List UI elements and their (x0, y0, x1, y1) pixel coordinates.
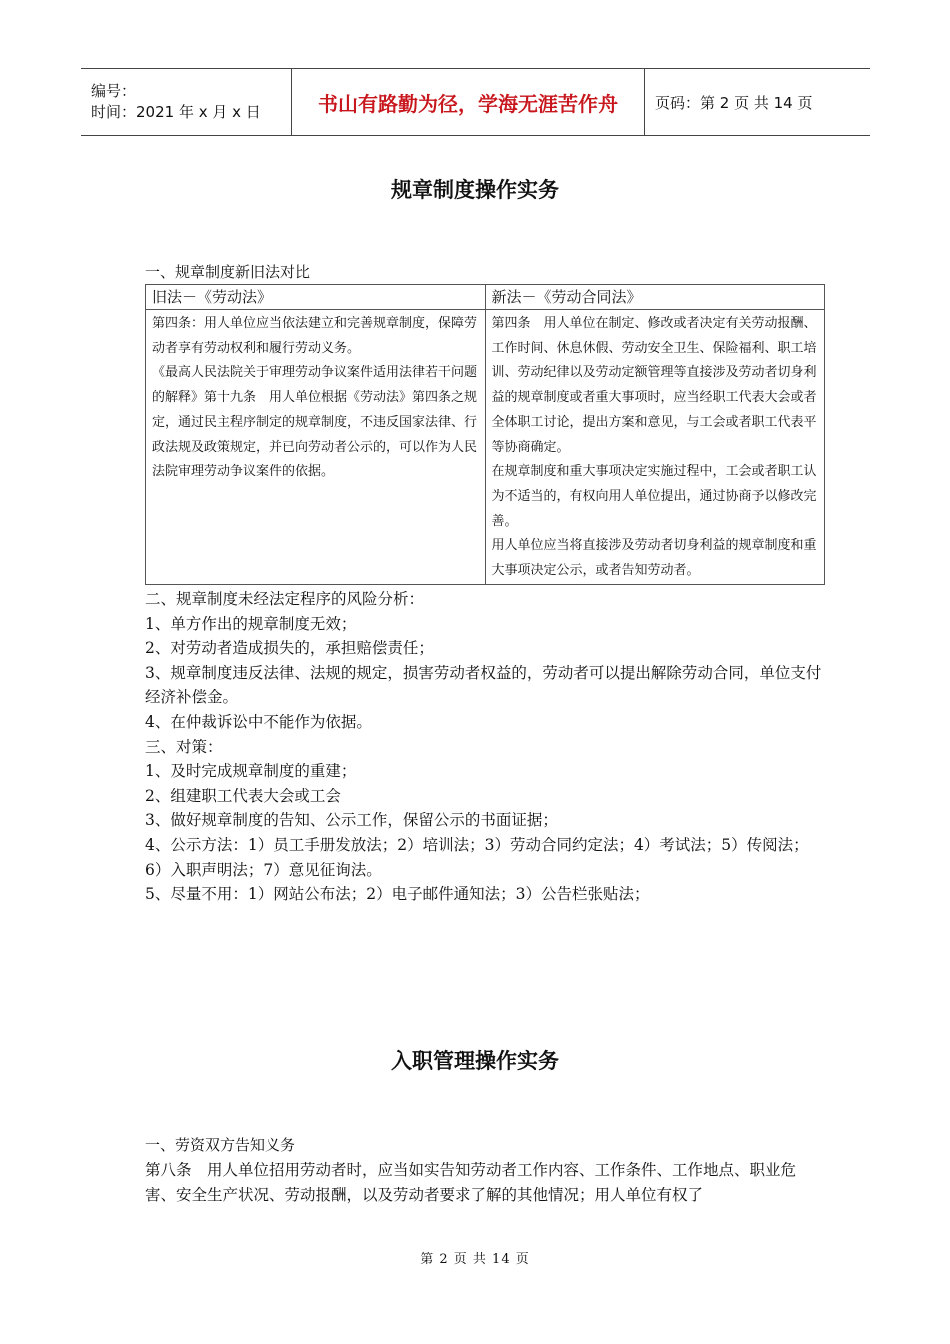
list-item: 2、组建职工代表大会或工会 (145, 786, 341, 805)
header-meta (81, 69, 292, 136)
section2-title: 入职管理操作实务 (391, 1049, 559, 1073)
table-row (146, 310, 825, 585)
old-law-header: 旧法－《劳动法》 (146, 285, 486, 310)
old-law-paragraph: 第四条：用人单位应当依法建立和完善规章制度，保障劳动者享有劳动权利和履行劳动义务。 (152, 316, 478, 356)
list-item: 4、公示方法：1）员工手册发放法；2）培训法；3）劳动合同约定法；4）考试法；5）传阅法；6）入职声明法；7）意见征询法。 (145, 835, 809, 879)
list-item: 5、尽量不用：1）网站公布法；2）电子邮件通知法；3）公告栏张贴法； (145, 885, 650, 904)
page-header (81, 68, 870, 136)
header-motto: 书山有路勤为径，学海无涯苦作舟 (292, 69, 645, 136)
new-law-paragraph: 第四条 用人单位在制定、修改或者决定有关劳动报酬、工作时间、休息休假、劳动安全卫生、保险福利、职工培训、劳动纪律以及劳动定额管理等直接涉及劳动者切身利益的规章制度或者重大事项时，应当经职工代表大会或者全体职工讨论，提出方案和意见，与工会或者职工代表平等协商确定。 (491, 316, 817, 455)
list-item: 3、规章制度违反法律、法规的规定，损害劳动者权益的，劳动者可以提出解除劳动合同，单位支付经济补偿金。 (145, 663, 822, 707)
list-item: 二、规章制度未经法定程序的风险分析： (145, 590, 425, 608)
list-item: 2、对劳动者造成损失的，承担赔偿责任； (145, 639, 434, 658)
old-law-paragraph: 《最高人民法院关于审理劳动争议案件适用法律若干问题的解释》第十九条 用人单位根据《劳动法》第四条之规定，通过民主程序制定的规章制度，不违反国家法律、行政法规及政策规定，并已向劳动者公示的，可以作为人民法院审理劳动争议案件的依据。 (152, 365, 478, 480)
table-header-row (146, 285, 825, 310)
list-item: 3、做好规章制度的告知、公示工作，保留公示的书面证据； (145, 811, 558, 830)
list-item: 1、及时完成规章制度的重建； (145, 762, 357, 781)
new-law-cell (485, 310, 825, 585)
new-law-paragraph: 在规章制度和重大事项决定实施过程中，工会或者职工认为不适当的，有权向用人单位提出，通过协商予以修改完善。 (491, 464, 817, 529)
section2-paragraph: 第八条 用人单位招用劳动者时，应当如实告知劳动者工作内容、工作条件、工作地点、职业危害、安全生产状况、劳动报酬，以及劳动者要求了解的其他情况；用人单位有权了 (145, 1161, 797, 1204)
list-item: 4、在仲裁诉讼中不能作为依据。 (145, 712, 372, 731)
comparison-heading: 一、规章制度新旧法对比 (145, 263, 311, 281)
document-number-label: 编号： (91, 82, 137, 100)
old-law-cell (146, 310, 486, 585)
header-page-info: 页码：第 2 页 共 14 页 (645, 69, 871, 136)
list-item: 三、对策： (145, 737, 223, 756)
list-item: 1、单方作出的规章制度无效； (145, 614, 357, 633)
section2-heading: 一、劳资双方告知义务 (145, 1136, 296, 1154)
page-footer: 第 2 页 共 14 页 (420, 1252, 530, 1267)
document-date-label: 时间：2021 年 x 月 x 日 (91, 103, 261, 121)
section1-title: 规章制度操作实务 (391, 178, 559, 202)
new-law-paragraph: 用人单位应当将直接涉及劳动者切身利益的规章制度和重大事项决定公示，或者告知劳动者。 (491, 538, 817, 579)
law-comparison-table (145, 284, 825, 585)
new-law-header: 新法－《劳动合同法》 (485, 285, 825, 310)
risk-and-countermeasures-list (145, 587, 825, 907)
